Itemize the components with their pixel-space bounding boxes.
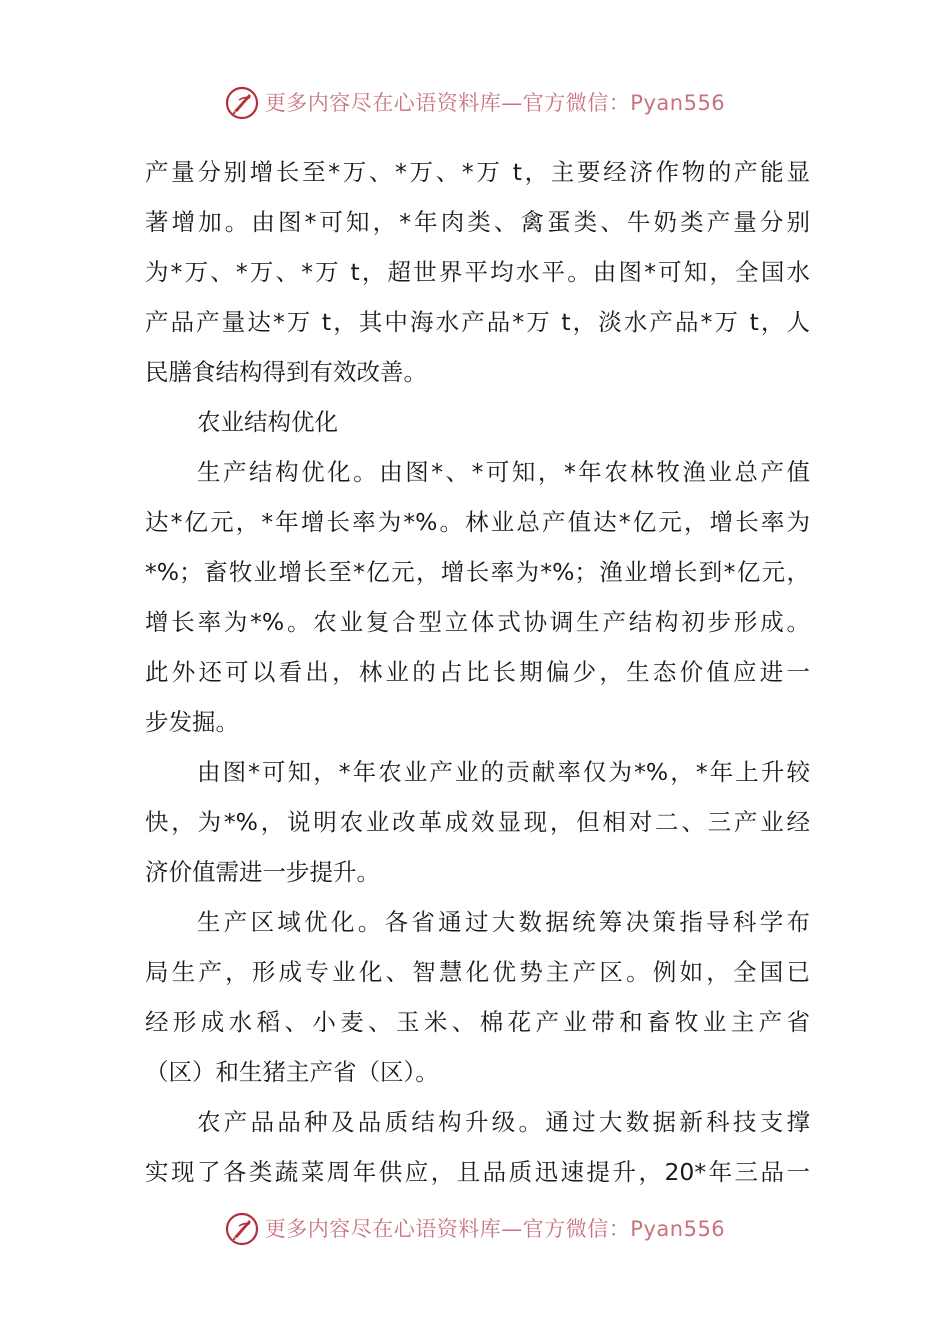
footer-banner-text: 更多内容尽在心语资料库—官方微信：Pyan556 xyxy=(264,1217,726,1241)
paragraph-line: 著增加。由图*可知，*年肉类、禽蛋类、牛奶类产量分别 xyxy=(145,208,810,236)
quill-logo-icon xyxy=(225,1212,259,1246)
quill-logo-icon xyxy=(225,86,259,120)
page-header xyxy=(0,86,950,120)
page-footer xyxy=(0,1212,950,1246)
paragraph-line: 生产结构优化。由图*、*可知，*年农林牧渔业总产值 xyxy=(197,458,810,486)
paragraph-line: 生产区域优化。各省通过大数据统筹决策指导科学布 xyxy=(197,908,810,936)
paragraph-line: *%；畜牧业增长至*亿元，增长率为*%；渔业增长到*亿元， xyxy=(145,558,810,586)
paragraph-line: 增长率为*%。农业复合型立体式协调生产结构初步形成。 xyxy=(145,608,810,636)
paragraph-line: 民膳食结构得到有效改善。 xyxy=(145,358,427,386)
paragraph-line: 达*亿元，*年增长率为*%。林业总产值达*亿元，增长率为 xyxy=(145,508,810,536)
paragraph-line: 实现了各类蔬菜周年供应，且品质迅速提升，20*年三品一 xyxy=(145,1158,810,1186)
paragraph-line: 此外还可以看出，林业的占比长期偏少，生态价值应进一 xyxy=(145,658,810,686)
paragraph-line: 快，为*%，说明农业改革成效显现，但相对二、三产业经 xyxy=(145,808,810,836)
paragraph-line: 步发掘。 xyxy=(145,708,239,736)
header-banner-text: 更多内容尽在心语资料库—官方微信：Pyan556 xyxy=(264,91,726,115)
document-body xyxy=(145,147,810,1197)
paragraph-line: 为*万、*万、*万 t，超世界平均水平。由图*可知，全国水 xyxy=(145,258,810,286)
paragraph-line: 产品产量达*万 t，其中海水产品*万 t，淡水产品*万 t，人 xyxy=(145,308,810,336)
section-heading: 农业结构优化 xyxy=(197,408,338,436)
paragraph-line: （区）和生猪主产省（区）。 xyxy=(145,1058,439,1086)
paragraph-line: 产量分别增长至*万、*万、*万 t，主要经济作物的产能显 xyxy=(145,158,810,186)
paragraph-line: 局生产，形成专业化、智慧化优势主产区。例如，全国已 xyxy=(145,958,810,986)
paragraph-line: 农产品品种及品质结构升级。通过大数据新科技支撑 xyxy=(197,1108,810,1136)
paragraph-line: 由图*可知，*年农业产业的贡献率仅为*%，*年上升较 xyxy=(197,758,810,786)
paragraph-line: 经形成水稻、小麦、玉米、棉花产业带和畜牧业主产省 xyxy=(145,1008,810,1036)
paragraph-line: 济价值需进一步提升。 xyxy=(145,858,380,886)
